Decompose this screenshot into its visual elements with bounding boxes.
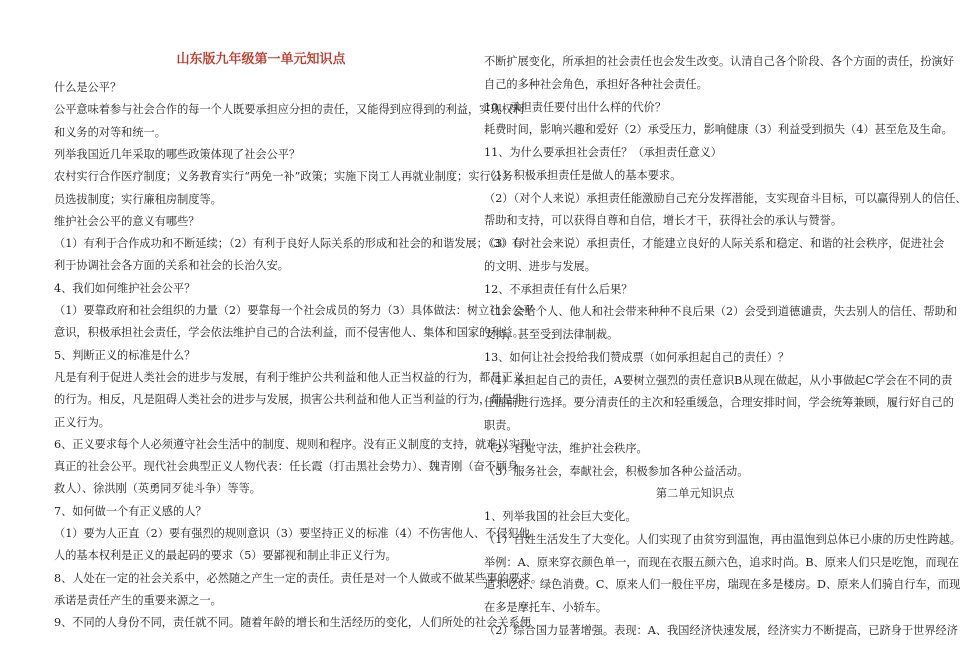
section-heading: 第二单元知识点 <box>655 487 735 501</box>
left-line: （1）要靠政府和社会组织的力量（2）要靠每一个社会成员的努力（3）具体做法：树立社会公平 <box>54 304 535 317</box>
left-line: 正义行为。 <box>54 415 110 429</box>
left-line: 列举我国近几年采取的哪些政策体现了社会公平？ <box>54 147 301 161</box>
right-line: （3）（对社会来说）承担责任，才能建立良好的人际关系和稳定、和谐的社会秩序，促进社会 <box>484 237 945 250</box>
right-line: 举例：A、原来穿衣颜色单一，而现在衣服五颜六色，追求时尚。B、原来人们只是吃饱，而现在 <box>484 555 959 569</box>
left-line: 农村实行合作医疗制度；义务教育实行“两免一补”政策；实施下岗工人再就业制度；实行公务 <box>54 170 513 184</box>
right-line: 12、不承担责任有什么后果？ <box>484 282 633 296</box>
right-line: （1）会给个人、他人和社会带来种种不良后果（2）会受到道德谴责，失去别人的信任、帮助和 <box>484 305 957 319</box>
left-line: 4、我们如何维护社会公平？ <box>54 281 196 295</box>
left-line: 利于协调社会各方面的关系和社会的长治久安。 <box>54 259 289 273</box>
left-line: 的行为。相反，凡是阻碍人类社会的进步与发展，损害公共利益和他人正当利益的行为，都是非 <box>54 393 524 407</box>
left-line: 承诺是责任产生的重要来源之一。 <box>54 593 222 607</box>
left-line: 公平意味着参与社会合作的每一个人既要承担应分担的责任，又能得到应得到的利益，实现权利 <box>54 103 524 117</box>
document-title: 山东版九年级第一单元知识点 <box>176 52 346 67</box>
left-line: 救人）、徐洪刚（英勇同歹徒斗争）等等。 <box>54 482 261 496</box>
left-line: 8、人处在一定的社会关系中，必然随之产生一定的责任。责任是对一个人做或不做某些事的要求。 <box>54 571 543 585</box>
right-line: （2）综合国力显著增强。表现：A、我国经济快速发展，经济实力不断提高，已跻身于世界经济 <box>484 623 958 637</box>
right-line: 的文明、进步与发展。 <box>484 259 596 273</box>
left-line: 5、判断正义的标准是什么？ <box>54 348 196 362</box>
left-line: 6、正义要求每个人必须遵守社会生活中的制度、规则和程序。没有正义制度的支持，就难以实现 <box>54 437 531 451</box>
right-line: （1）承担起自己的责任，A要树立强烈的责任意识B从现在做起，从小事做起C学会在不同的责 <box>484 373 953 387</box>
right-line: 不断扩展变化，所承担的社会责任也会发生改变。认清自己各个阶段、各个方面的责任，扮演好 <box>484 55 954 68</box>
right-line: 1、列举我国的社会巨大变化。 <box>484 510 637 523</box>
right-line: 在多是摩托车、小轿车。 <box>484 601 608 614</box>
left-line: 维护社会公平的意义有哪些？ <box>54 214 200 228</box>
left-line: （1）有利于合作成功和不断延续；（2）有利于良好人际关系的形成和社会的和谐发展；（3）有 <box>54 237 523 251</box>
right-line: 帮助和支持，可以获得自尊和自信，增长才干，获得社会的承认与赞誉。 <box>484 214 843 228</box>
left-line: 凡是有利于促进人类社会的进步与发展，有利于维护公共利益和他人正当权益的行为，都是正义 <box>54 370 524 384</box>
left-line: 意识，积极承担社会责任，学会依法维护自己的合法利益，而不侵害他人、集体和国家的利益。 <box>54 326 524 340</box>
right-line: 11、为什么要承担社会责任？（承担责任意义） <box>484 146 722 159</box>
right-line: 10、承担责任要付出什么样的代价？ <box>484 100 667 114</box>
right-line: 支持，甚至受到法律制裁。 <box>484 328 619 341</box>
left-line: （1）要为人正直（2）要有强烈的规则意识（3）要坚持正义的标准（4）不伤害他人、不侵犯他 <box>54 527 530 540</box>
right-line: 13、如何让社会投给我们赞成票（如何承担起自己的责任）？ <box>484 350 790 364</box>
left-line: 和义务的对等和统一。 <box>54 125 166 139</box>
right-line: 追求吃好、绿色消费。C、原来人们一般住平房，瑞现在多是楼房。D、原来人们骑自行车，而现 <box>484 578 961 592</box>
left-line: 员选拔制度；实行廉租房制度等。 <box>54 192 222 206</box>
right-line: （2）自觉守法，维护社会秩序。 <box>484 441 648 455</box>
right-line: 任面前进行选择。要分清责任的主次和轻重缓急，合理安排时间，学会统筹兼顾，履行好自己的 <box>484 396 954 410</box>
right-line: 耗费时间，影响兴趣和爱好（2）承受压力，影响健康（3）利益受到损失（4）甚至危及生命。 <box>484 123 953 137</box>
right-line: （1）百姓生活发生了大变化。人们实现了由贫穷到温饱，再由温饱到总体已小康的历史性跨越。 <box>484 532 961 546</box>
right-line: 自己的多种社会角色，承担好各种社会责任。 <box>484 77 708 91</box>
right-line: 职责。 <box>484 419 518 432</box>
left-line: 7、如何做一个有正义感的人？ <box>54 504 207 518</box>
right-line: （1）积极承担责任是做人的基本要求。 <box>484 168 682 182</box>
right-line: （2）（对个人来说）承担责任能激励自己充分发挥潜能，支实现奋斗目标，可以赢得别人的信任、 <box>484 191 967 205</box>
left-line: 真正的社会公平。现代社会典型正义人物代表：任长霞（打击黑社会势力）、魏青刚（奋不顾身 <box>54 460 519 474</box>
right-line: （3）服务社会，奉献社会，积极参加各种公益活动。 <box>484 464 749 478</box>
left-line: 9、不同的人身份不同，责任就不同。随着年龄的增长和生活经历的变化，人们所处的社会关系便 <box>54 616 531 630</box>
left-line: 什么是公平？ <box>54 81 122 94</box>
left-line: 人的基本权利是正义的最起码的要求（5）要鄙视和制止非正义行为。 <box>54 549 397 563</box>
